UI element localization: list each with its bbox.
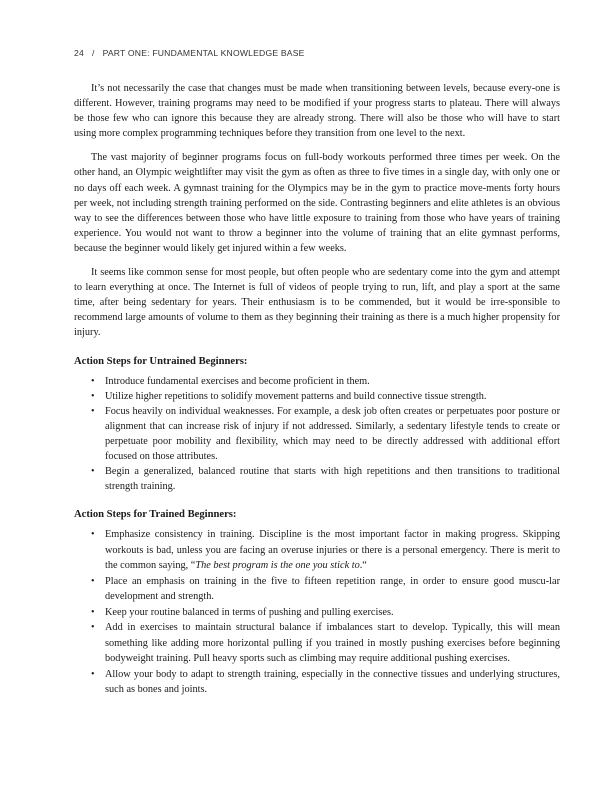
list-item: • Utilize higher repetitions to solidify movement patterns and build connective tissue strength. bbox=[105, 389, 560, 404]
list-item: • Allow your body to adapt to strength training, especially in the connective tissues and underlying structures, such as bones and joints. bbox=[105, 667, 560, 698]
list-item bbox=[105, 527, 560, 574]
list-item: • Place an emphasis on training in the five to fifteen repetition range, in order to ensure good muscu-lar development and strength. bbox=[105, 574, 560, 605]
paragraph: The vast majority of beginner programs focus on full-body workouts performed three times per week. On the other hand, an Olympic weightlifter may visit the gym as often as three to five times in a single day, with only one or no days off each week. A gymnast training for the Olympics may be in the gym to practice move-ments forty hours per week, not including strength training performed on the side. Contrasting beginners and elite athletes is an obvious way to see the differences between those who have little exposure to training from those who have years of training experience. You would not want to throw a beginner into the volume of training that an elite gymnast performs, because the beginner would likely get injured within a few weeks. bbox=[74, 152, 560, 254]
page-number: 24 bbox=[74, 48, 84, 58]
trained-heading: Action Steps for Trained Beginners: bbox=[74, 509, 237, 521]
section-title: PART ONE: FUNDAMENTAL KNOWLEDGE BASE bbox=[102, 48, 305, 58]
untrained-list bbox=[74, 374, 560, 495]
untrained-heading: Action Steps for Untrained Beginners: bbox=[74, 355, 248, 367]
list-item: • Focus heavily on individual weaknesses. For example, a desk job often creates or perpetuates poor posture or alignment that can increase risk of injury if not addressed. Similarly, a sedentary lifestyle tends to create or perpetuate poor mobility and flexibility, which may need to be directly addressed with additional effort focused on those attributes. bbox=[105, 404, 560, 464]
list-item: • Introduce fundamental exercises and become proficient in them. bbox=[105, 374, 560, 389]
paragraph: It’s not necessarily the case that changes must be made when transitioning between levels, because every-one is different. However, training programs may need to be modified if your progress starts to plateau. There will always be those few who can ignore this because they are already strong. There will also be those who will have to start using more complex programming techniques before they transition from one level to the next. bbox=[74, 83, 560, 140]
header-separator: / bbox=[91, 48, 95, 58]
page-body bbox=[74, 81, 560, 698]
list-item: • Add in exercises to maintain structural balance if imbalances start to develop. Typically, this will mean something like adding more horizontal pulling if you trained in mostly pushing exercises before beginning bodyweight training. Pull heavy sports such as climbing may require additional pushing exercises. bbox=[105, 620, 560, 667]
list-item: • Keep your routine balanced in terms of pushing and pulling exercises. bbox=[105, 605, 560, 621]
quote-text: The best program is the one you stick to bbox=[195, 560, 360, 572]
list-item: • Begin a generalized, balanced routine that starts with high repetitions and then transitions to traditional strength training. bbox=[105, 464, 560, 494]
running-head bbox=[74, 48, 305, 58]
trained-list bbox=[74, 527, 560, 698]
item-text: Emphasize consistency in training. Discipline is the most important factor in making progress. Skipping workouts is bad, unless you are facing an overuse injuries or there is a personal emergency. There is merit to the common saying, “ bbox=[105, 529, 560, 572]
paragraph: It seems like common sense for most people, but often people who are sedentary come into the gym and attempt to learn everything at once. The Internet is full of videos of people trying to run, lift, and play a sport at the same time, after being sedentary for years. Their enthusiasm is to be commended, but it would be irre-sponsible to recommend large amounts of volume to them as they beginning their training as there is a much higher propensity for injury. bbox=[74, 267, 560, 339]
item-text-end: .“ bbox=[359, 560, 367, 572]
